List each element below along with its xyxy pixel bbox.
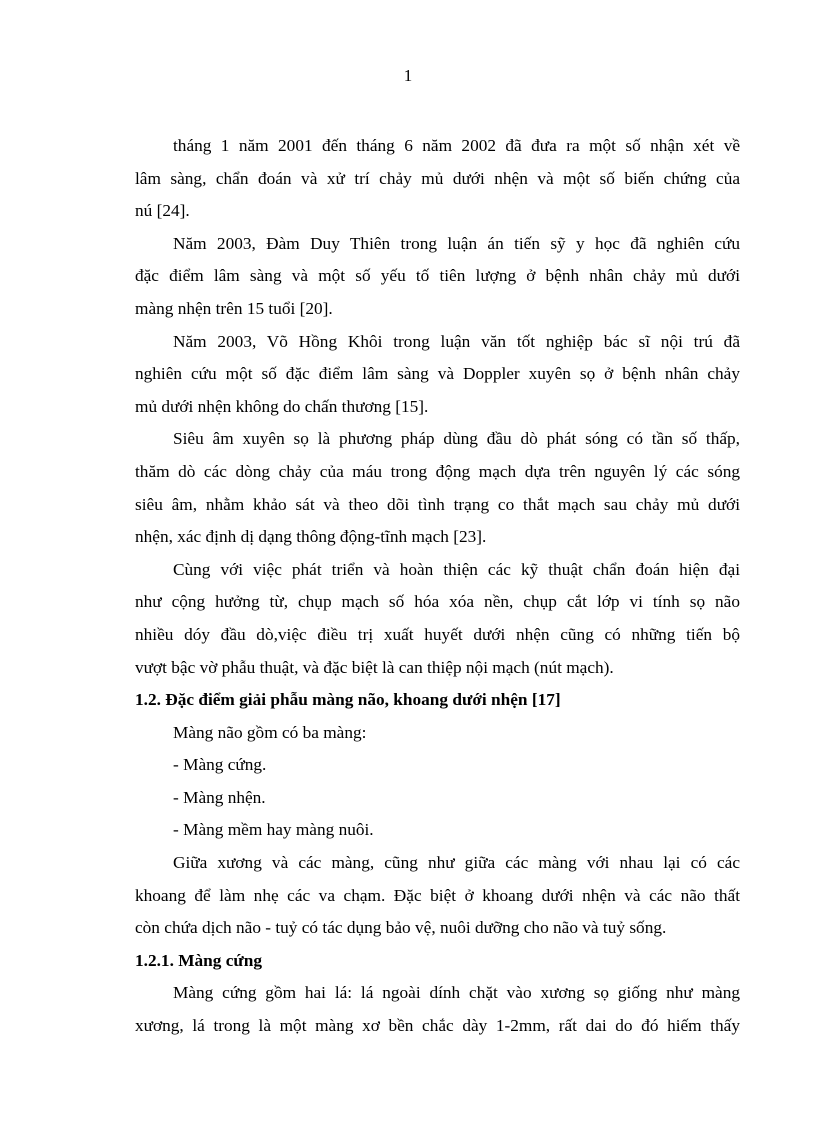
text-line: - Màng nhện. [173,787,266,807]
text-line: Năm 2003, Võ Hồng Khôi trong luận văn tốt nghiệp bác sĩ nội trú đã [173,331,740,351]
text-line: mủ dưới nhện không do chấn thương [15]. [135,396,429,416]
text-line: nghiên cứu một số đặc điểm lâm sàng và Doppler xuyên sọ ở bệnh nhân chảy [135,364,740,384]
text-line: còn chứa dịch não - tuỷ có tác dụng bảo vệ, nuôi dưỡng cho não và tuỷ sống. [135,918,667,938]
text-line: như cộng hưởng từ, chụp mạch số hóa xóa nền, chụp cắt lớp vi tính sọ não [135,592,740,612]
body-text [135,130,740,1043]
text-line: vượt bậc vờ phẫu thuật, và đặc biệt là can thiệp nội mạch (nút mạch). [135,657,614,677]
text-line: Màng não gồm có ba màng: [173,722,367,742]
text-line: thăm dò các dòng chảy của máu trong động mạch dựa trên nguyên lý các sóng [135,461,740,481]
text-line: tháng 1 năm 2001 đến tháng 6 năm 2002 đã đưa ra một số nhận xét về [173,136,740,155]
text-line: siêu âm, nhằm khảo sát và theo dõi tình trạng co thắt mạch sau chảy mủ dưới [135,494,740,514]
section-heading: 1.2.1. Màng cứng [135,950,263,970]
section-heading: 1.2. Đặc điểm giải phẫu màng não, khoang dưới nhện [17] [135,690,561,710]
text-line: nhện, xác định dị dạng thông động-tĩnh mạch [23]. [135,527,487,547]
text-line: Giữa xương và các màng, cũng như giữa các màng với nhau lại có các [173,853,740,873]
text-line: Cùng với việc phát triển và hoàn thiện các kỹ thuật chẩn đoán hiện đại [173,559,740,579]
page-number: 1 [403,66,413,85]
text-line: khoang để làm nhẹ các va chạm. Đặc biệt ở khoang dưới nhện và các não thất [135,885,740,905]
text-line: màng nhện trên 15 tuổi [20]. [135,298,333,318]
text-line: nhiều dóy đầu dò,việc điều trị xuất huyết dưới nhện cũng có những tiến bộ [135,624,740,644]
text-line: nú [24]. [135,201,190,221]
text-line: đặc điểm lâm sàng và một số yếu tố tiên lượng ở bệnh nhân chảy mủ dưới [135,266,740,286]
text-line: - Màng cứng. [173,755,267,775]
text-line: - Màng mềm hay màng nuôi. [173,820,374,840]
text-line: Màng cứng gồm hai lá: lá ngoài dính chặt vào xương sọ giống như màng [173,983,740,1003]
text-line: xương, lá trong là một màng xơ bền chắc dày 1-2mm, rất dai do đó hiếm thấy [135,1016,740,1036]
text-line: Năm 2003, Đàm Duy Thiên trong luận án tiến sỹ y học đã nghiên cứu [173,233,740,253]
text-line: lâm sàng, chẩn đoán và xử trí chảy mủ dưới nhện và một số biến chứng của [135,168,740,188]
text-line: Siêu âm xuyên sọ là phương pháp dùng đầu dò phát sóng có tần số thấp, [173,429,740,449]
